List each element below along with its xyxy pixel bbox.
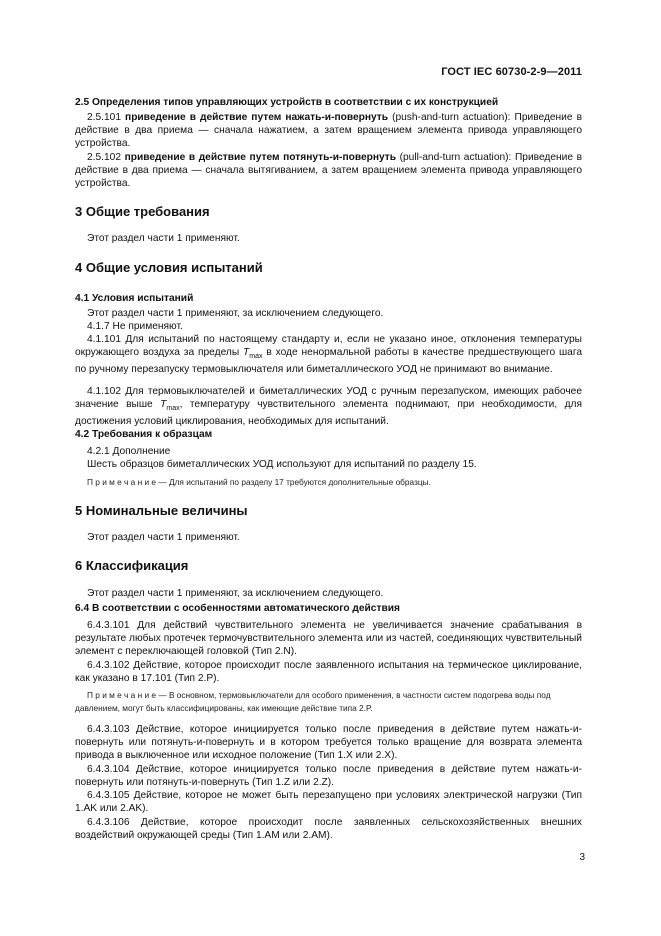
section-6-title: 6 Классификация bbox=[75, 558, 189, 573]
section-4-2-title: 4.2 Требования к образцам bbox=[75, 429, 213, 440]
para-6-4-3-106: 6.4.3.106 Действие, которое происходит после заявленных сельскохозяйственных внешних воздействий окружающей среды (Тип 1.AM или 2.AM). bbox=[75, 817, 582, 841]
note-text: — В основном, термовыключатели для особого применения, в частности систем подогрева воды под давлением, могут быть классифицированы, как имеющие действие типа 2.P. bbox=[75, 690, 551, 713]
para-4-1-102 bbox=[75, 385, 582, 428]
section-3-text: Этот раздел части 1 применяют. bbox=[87, 233, 240, 244]
section-4-title: 4 Общие условия испытаний bbox=[75, 260, 263, 275]
para-text: в ходе ненормальной работы в качестве предшествующего шага по ручному перезапуску термовыключателя или биметаллического УОД не принимают во внимание. bbox=[75, 347, 582, 376]
tmax-symbol: T bbox=[243, 347, 250, 358]
note-text: — Для испытаний по разделу 17 требуются дополнительные образцы. bbox=[156, 477, 431, 487]
section-5-text: Этот раздел части 1 применяют. bbox=[87, 532, 240, 543]
section-6-4-title: 6.4 В соответствии с особенностями автоматического действия bbox=[75, 603, 400, 614]
document-header: ГОСТ IEC 60730-2-9—2011 bbox=[441, 66, 582, 78]
para-text: (push-and-turn actuation): Приведение в действие в два приема — сначала нажатием, а затем вращением элемента привода управляющего устройства. bbox=[75, 112, 582, 149]
page-number: 3 bbox=[579, 852, 585, 863]
note-label: П р и м е ч а н и е bbox=[87, 477, 157, 487]
para-4-1-7: 4.1.7 Не применяют. bbox=[87, 321, 183, 332]
term: приведение в действие путем потянуть-и-повернуть bbox=[124, 152, 397, 163]
para-2-5-101 bbox=[75, 111, 582, 150]
section-3-title: 3 Общие требования bbox=[75, 204, 210, 219]
para-2-5-102 bbox=[75, 151, 582, 190]
para-4-2-1: 4.2.1 Дополнение bbox=[87, 446, 171, 457]
tmax-subscript: max bbox=[166, 405, 180, 413]
para-text: 4.1.101 Для испытаний по настоящему стандарту и, если не указано иное, отклонения температуры окружающего воздуха за пределы bbox=[75, 334, 582, 358]
para-6-4-3-104: 6.4.3.104 Действие, которое инициируется только после приведения в действие путем нажать-и-повернуть или потянуть-и-повернуть (Тип 1.Z или 2.Z). bbox=[75, 764, 582, 788]
para-number: 2.5.101 bbox=[87, 112, 121, 123]
section-5-title: 5 Номинальные величины bbox=[75, 503, 248, 518]
tmax-symbol: T bbox=[160, 399, 167, 410]
section-4-1-text: Этот раздел части 1 применяют, за исключением следующего. bbox=[87, 308, 384, 319]
para-text: 4.1.102 Для термовыключателей и биметаллических УОД с ручным перезапуском, имеющих рабочее значение выше bbox=[75, 386, 582, 410]
para-6-4-3-103: 6.4.3.103 Действие, которое инициируется только после приведения в действие путем нажать-и-повернуть или потянуть-и-повернуть и в котором требуется только вращение для возврата элемента привода в выключенное или исходное положение (Тип 1.X или 2.X). bbox=[75, 724, 582, 761]
para-number: 2.5.102 bbox=[87, 152, 121, 163]
term: приведение в действие путем нажать-и-повернуть bbox=[125, 112, 389, 123]
para-4-1-101 bbox=[75, 333, 582, 376]
note-label: П р и м е ч а н и е bbox=[87, 690, 157, 700]
para-text: , температуру чувствительного элемента поднимают, при необходимости, для достижения условий циклирования, необходимых для испытаний. bbox=[75, 399, 582, 428]
para-6-4-3-102: 6.4.3.102 Действие, которое происходит после заявленного испытания на термическое циклирование, как указано в 17.101 (Тип 2.P). bbox=[75, 660, 582, 684]
note-6-4 bbox=[75, 689, 582, 715]
para-text: (pull-and-turn actuation): Приведение в действие в два приема — сначала вытягиванием, а затем вращением элемента привода управляющего устройства. bbox=[75, 152, 582, 189]
note-4-2 bbox=[75, 476, 582, 489]
section-2-5-title: 2.5 Определения типов управляющих устройств в соответствии с их конструкцией bbox=[75, 97, 499, 108]
tmax-subscript: max bbox=[249, 353, 263, 361]
section-4-1-title: 4.1 Условия испытаний bbox=[75, 293, 194, 304]
section-6-text: Этот раздел части 1 применяют, за исключением следующего. bbox=[87, 588, 384, 599]
para-6-4-3-101: 6.4.3.101 Для действий чувствительного элемента не увеличивается значение срабатывания в результате любых протечек термочувствительного элемента или из частей, соединяющих чувствительный элемент с переключающей головкой (Тип 2.N). bbox=[75, 620, 582, 657]
para-4-2-1-text: Шесть образцов биметаллических УОД используют для испытаний по разделу 15. bbox=[87, 459, 477, 470]
para-6-4-3-105: 6.4.3.105 Действие, которое не может быть перезапущено при условиях электрической нагрузки (Тип 1.AK или 2.AK). bbox=[75, 790, 582, 814]
